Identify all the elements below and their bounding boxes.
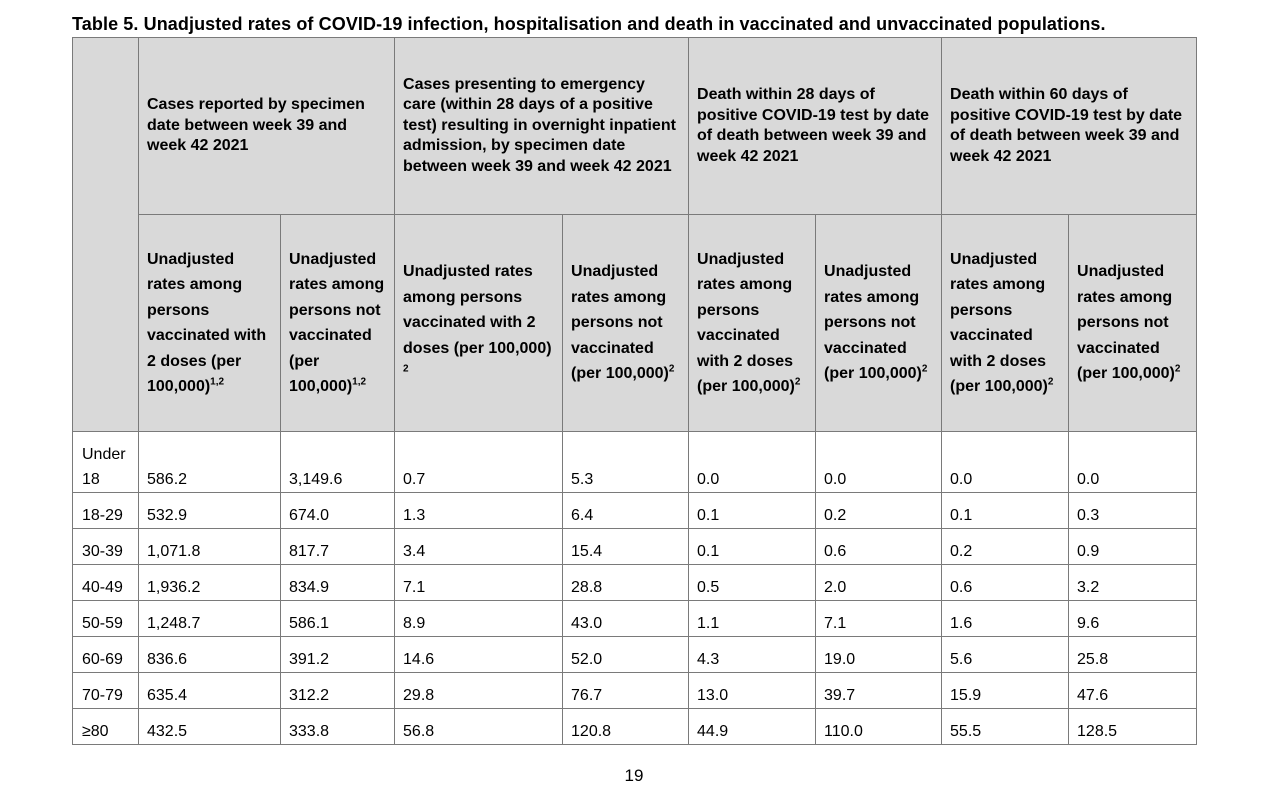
rate-cell: 3.2 [1069,565,1197,601]
rate-cell: 110.0 [816,709,942,745]
footnote-ref: 1,2 [352,376,367,388]
footnote-ref: 2 [403,363,409,375]
rate-cell: 128.5 [1069,709,1197,745]
rate-cell: 120.8 [563,709,689,745]
sub-header-text: Unadjusted rates among persons vaccinated with 2 doses (per 100,000) [697,250,795,395]
rate-cell: 1.3 [395,493,563,529]
sub-header-cell [395,215,563,432]
sub-header-text: Unadjusted rates among persons vaccinated with 2 doses (per 100,000) [403,263,552,357]
rate-cell: 2.0 [816,565,942,601]
footnote-ref: 2 [1047,376,1054,388]
rate-cell: 0.7 [395,432,563,493]
rate-cell: 391.2 [281,637,395,673]
rate-cell: 55.5 [942,709,1069,745]
table-row [73,493,1197,529]
rate-cell: 43.0 [563,601,689,637]
rate-cell: 0.1 [942,493,1069,529]
table-row [73,601,1197,637]
rate-cell: 0.1 [689,493,816,529]
rate-cell: 15.4 [563,529,689,565]
rate-cell: 0.0 [816,432,942,493]
rate-cell: 3.4 [395,529,563,565]
age-group-cell: Under 18 [73,432,139,493]
table-row [73,637,1197,673]
rate-cell: 56.8 [395,709,563,745]
table-row [73,565,1197,601]
age-group-cell: 50-59 [73,601,139,637]
rate-cell: 14.6 [395,637,563,673]
rate-cell: 1,248.7 [139,601,281,637]
rate-cell: 586.1 [281,601,395,637]
table-row [73,529,1197,565]
footnote-ref: 1,2 [210,376,225,388]
footnote-ref: 2 [668,363,675,375]
group-header-death-60: Death within 60 days of positive COVID-19 test by date of death between week 39 and week 42 2021 [942,38,1197,215]
rate-cell: 76.7 [563,673,689,709]
rate-cell: 47.6 [1069,673,1197,709]
rate-cell: 333.8 [281,709,395,745]
age-group-cell: ≥80 [73,709,139,745]
page-number: 19 [624,766,644,785]
sub-header-cell [139,215,281,432]
rate-cell: 312.2 [281,673,395,709]
rate-cell: 9.6 [1069,601,1197,637]
group-header-death-28: Death within 28 days of positive COVID-19 test by date of death between week 39 and week 42 2021 [689,38,942,215]
rate-cell: 0.3 [1069,493,1197,529]
sub-header-text: Unadjusted rates among persons not vaccinated (per 100,000) [571,263,669,383]
rate-cell: 0.6 [942,565,1069,601]
rate-cell: 674.0 [281,493,395,529]
rate-cell: 52.0 [563,637,689,673]
rate-cell: 0.1 [689,529,816,565]
sub-header-text: Unadjusted rates among persons not vaccinated (per 100,000) [1077,263,1175,383]
rate-cell: 0.6 [816,529,942,565]
sub-header-text: Unadjusted rates among persons not vaccinated (per 100,000) [824,263,922,383]
rate-cell: 817.7 [281,529,395,565]
rate-cell: 6.4 [563,493,689,529]
group-header-cases: Cases reported by specimen date between week 39 and week 42 2021 [139,38,395,215]
rate-cell: 635.4 [139,673,281,709]
rate-cell: 19.0 [816,637,942,673]
table-title: Table 5. Unadjusted rates of COVID-19 infection, hospitalisation and death in vaccinated and unvaccinated populations. [72,14,1106,34]
age-group-cell: 70-79 [73,673,139,709]
rate-cell: 7.1 [816,601,942,637]
rate-cell: 44.9 [689,709,816,745]
rate-cell: 432.5 [139,709,281,745]
rate-cell: 532.9 [139,493,281,529]
table-row [73,673,1197,709]
rate-cell: 1.6 [942,601,1069,637]
rate-cell: 836.6 [139,637,281,673]
rate-cell: 586.2 [139,432,281,493]
covid-rates-table [72,37,1197,745]
footnote-ref: 2 [1174,363,1181,375]
rate-cell: 28.8 [563,565,689,601]
age-header-cell [73,38,139,432]
rate-cell: 0.5 [689,565,816,601]
rate-cell: 0.2 [942,529,1069,565]
sub-header-cell [816,215,942,432]
rate-cell: 1.1 [689,601,816,637]
group-header-row [73,38,1197,215]
table-row [73,709,1197,745]
sub-header-text: Unadjusted rates among persons vaccinated with 2 doses (per 100,000) [950,250,1048,395]
sub-header-cell [689,215,816,432]
rate-cell: 4.3 [689,637,816,673]
sub-header-text: Unadjusted rates among persons not vaccinated (per 100,000) [289,250,385,395]
age-group-cell: 40-49 [73,565,139,601]
rate-cell: 3,149.6 [281,432,395,493]
table-row [73,432,1197,493]
age-group-cell: 60-69 [73,637,139,673]
footnote-ref: 2 [794,376,801,388]
rate-cell: 39.7 [816,673,942,709]
group-header-hospitalisation: Cases presenting to emergency care (within 28 days of a positive test) resulting in overnight inpatient admission, by specimen date between week 39 and week 42 2021 [395,38,689,215]
sub-header-cell [942,215,1069,432]
rate-cell: 1,071.8 [139,529,281,565]
rate-cell: 5.3 [563,432,689,493]
rate-cell: 0.0 [942,432,1069,493]
sub-header-text: Unadjusted rates among persons vaccinated with 2 doses (per 100,000) [147,250,267,395]
rate-cell: 5.6 [942,637,1069,673]
rate-cell: 0.0 [689,432,816,493]
rate-cell: 7.1 [395,565,563,601]
rate-cell: 25.8 [1069,637,1197,673]
rate-cell: 29.8 [395,673,563,709]
sub-header-cell [1069,215,1197,432]
rate-cell: 834.9 [281,565,395,601]
rate-cell: 15.9 [942,673,1069,709]
sub-header-cell [281,215,395,432]
age-group-cell: 18-29 [73,493,139,529]
sub-header-cell [563,215,689,432]
rate-cell: 0.2 [816,493,942,529]
rate-cell: 1,936.2 [139,565,281,601]
sub-header-row [73,215,1197,432]
rate-cell: 8.9 [395,601,563,637]
rate-cell: 0.0 [1069,432,1197,493]
age-group-cell: 30-39 [73,529,139,565]
rate-cell: 13.0 [689,673,816,709]
rate-cell: 0.9 [1069,529,1197,565]
footnote-ref: 2 [921,363,928,375]
